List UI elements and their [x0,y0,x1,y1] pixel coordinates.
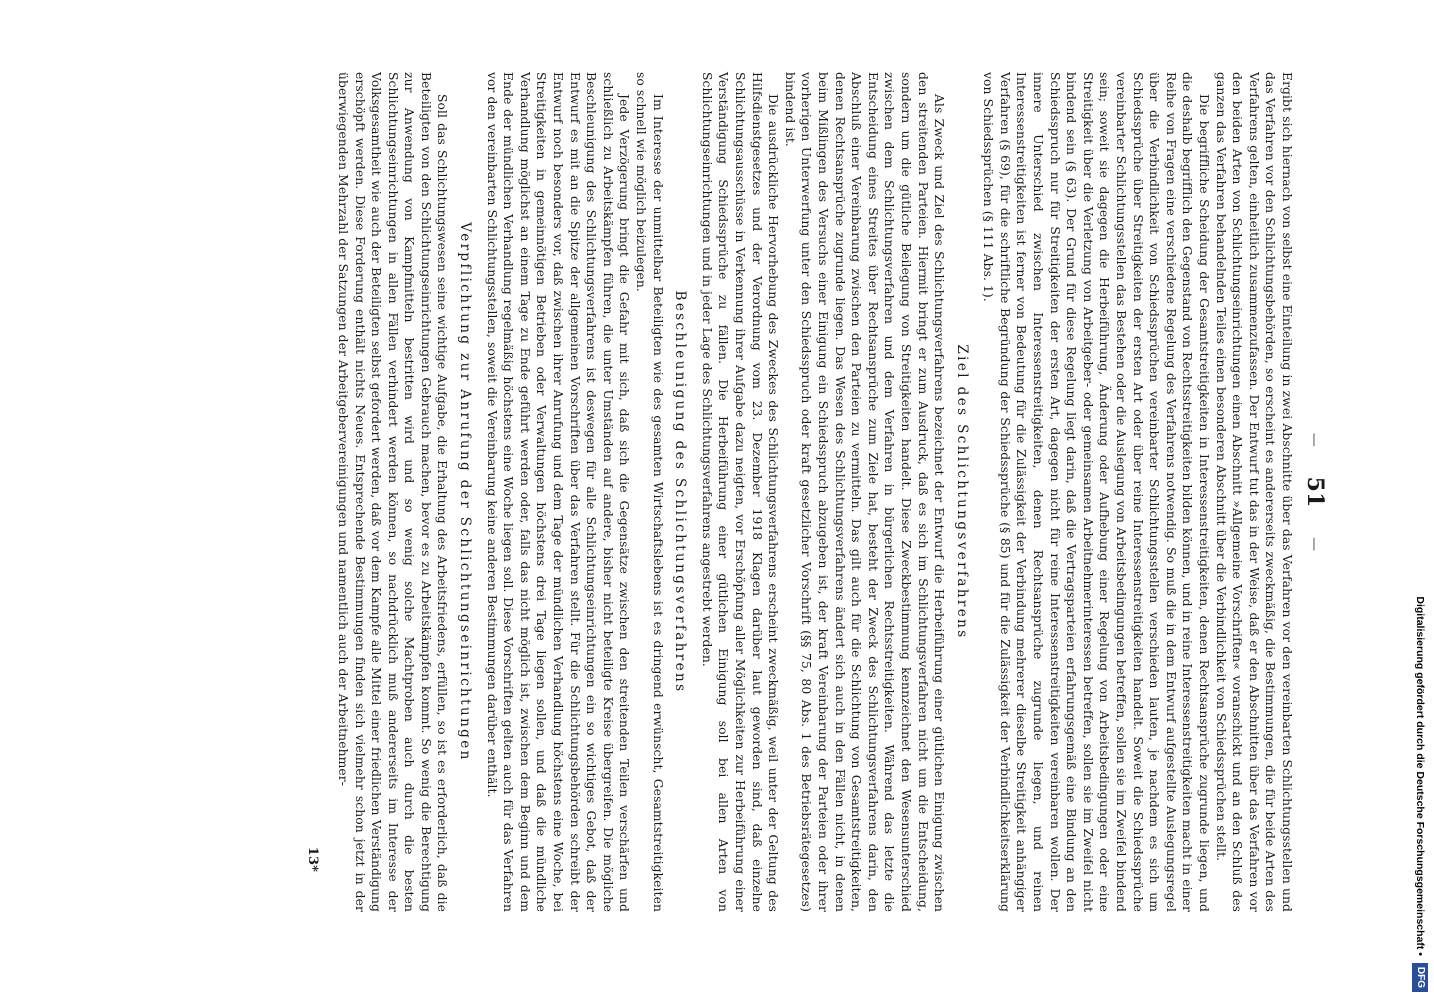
paragraph: Die begriffliche Scheidung der Gesamtstreitigkeiten in Interessenstreitigkeiten, denen Rechtsansprüche zugrunde liegen, und die deshalb begrifflich den Gegenstand von Rechtsstreitigkeiten bilden können, und in reine Interessenstreitigkeiten macht in einer Reihe von Fragen eine verschiedene Regelung des Verfahrens notwendig. So muß die in dem Entwurf aufgestellte Auslegungsregel über die Verbindlichkeit von Schiedssprüchen vereinbarter Schlichtungsstellen verschieden lauten, je nachdem es sich um Schiedssprüche über Streitigkeiten der ersten Art oder über reine Interessenstreitigkeiten handelt. Soweit die Schiedssprüche vereinbarter Schlichtungsstellen das Bestehen oder die Auslegung von Arbeitsbedingungen betreffen, sollen sie im Zweifel bindend sein; soweit sie dagegen die Herbeiführung, Änderung oder Aufhebung einer Regelung von Arbeitsbedingungen oder eine Streitigkeit über die Verletzung von Arbeitgeber- oder gemeinsamen Arbeitnehmerinteressen betreffen, sollen sie im Zweifel nicht bindend sein (§ 63). Der Grund für diese Regelung liegt darin, daß die Vertragsparteien erfahrungsgemäß eine Bindung an den Schiedsspruch nur für Streitigkeiten der ersten Art, dagegen nicht für reine Interessenstreitigkeiten vereinbaren wollen. Der innere Unterschied zwischen Interessenstreitigkeiten, denen Rechtsansprüche zugrunde liegen, und reinen Interessenstreitigkeiten ist ferner von Bedeutung für die Zulässigkeit der Verbindung mehrerer dieselbe Streitigkeit anhängiger Verfahren (§ 69), für die schriftliche Begründung der Schiedssprüche (§ 85) und für die Zulässigkeit der Verbindlichkeitserklärung von Schiedssprüchen (§ 111 Abs. 1). [981,72,1212,912]
paragraph: Die ausdrückliche Hervorhebung des Zweckes des Schlichtungsverfahrens erscheint zweckmäßig, weil unter der Geltung des Hilfsdienstgesetzes und der Verordnung vom 23. Dezember 1918 Klagen darüber laut geworden sind, daß einzelne Schlichtungsausschüsse in Verkennung ihrer Aufgabe dazu neigten, vor Erschöpfung aller Möglichkeiten zur Herbeiführung einer Verständigung Schiedssprüche zu fällen. Die Herbeiführung einer gütlichen Einigung soll bei allen Arten von Schlichtungseinrichtungen und in jeder Lage des Schlichtungsverfahrens angestrebt werden. [699,72,781,912]
paragraph: Als Zweck und Ziel des Schlichtungsverfahrens bezeichnet der Entwurf die Herbeiführung einer gütlichen Einigung zwischen den streitenden Parteien. Hiermit bringt er zum Ausdruck, daß es sich im Schlichtungsverfahren nicht um die Entscheidung, sondern um die gütliche Beilegung von Streitigkeiten handelt. Diese Zweckbestimmung kennzeichnet den Wesensunterschied zwischen dem Schlichtungsverfahren und dem Verfahren in bürgerlichen Rechtsstreitigkeiten. Während das letzte die Entscheidung eines Streites über Rechtsansprüche zum Ziele hat, besteht der Zweck des Schlichtungsverfahrens darin, den Abschluß einer Vereinbarung zwischen den Parteien zu vermitteln. Das gilt auch für die Schlichtung von Gesamtstreitigkeiten, denen Rechtsansprüche zugrunde liegen. Das Wesen des Schlichtungsverfahrens ändert sich auch in den Fällen nicht, in denen beim Mißlingen des Versuchs einer Einigung ein Schiedsspruch abzugeben ist, der kraft Vereinbarung der Parteien oder ihrer vorherigen Unterwerfung unter den Schiedsspruch oder kraft gesetzlicher Vorschrift (§§ 75, 80 Abs. 1 des Betriebsrätegesetzes) bindend ist. [782,72,947,912]
section-heading: Beschleunigung des Schlichtungsverfahrens [672,290,689,694]
dfg-logo: DFG [1412,963,1428,992]
section-heading: Ziel des Schlichtungsverfahrens [953,344,970,640]
signature-mark: 13* [305,846,321,872]
paragraph: Im Interesse der unmittelbar Beteiligten wie des gesamten Wirtschaftslebens ist es dringend erwünscht, Gesamtstreitigkeiten so schnell wie möglich beizulegen. [634,72,665,912]
paragraph: Ergibt sich hiernach von selbst eine Einteilung in zwei Abschnitte über das Verfahren vor den vereinbarten Schlichtungsstellen und das Verfahren vor den Schlichtungsbehörden, so erscheint es andererseits zweckmäßig, die Bestimmungen, die für beide Arten des Verfahrens gelten, einheitlich zusammenzufassen. Der Entwurf tut das in der Weise, daß er den Abschnitten über das Verfahren vor den beiden Arten von Schlichtungseinrichtungen einen Abschnitt »Allgemeine Vorschriften« voranschickt und an den Schluß des ganzen das Verfahren behandelnden Teiles einen besonderen Abschnitt über die Verbindlichkeit von Schiedssprüchen stellt. [1213,72,1294,912]
body-text [334,72,1295,912]
paragraph: Soll das Schlichtungswesen seine wichtige Aufgabe, die Erhaltung des Arbeitsfriedens, erfüllen, so ist es erforderlich, daß die Beteiligten von den Schlichtungseinrichtungen Gebrauch machen, bevor es zu Arbeitskämpfen kommt. So wenig die Berechtigung zur Anwendung von Kampfmitteln bestritten wird und so wenig solche Machtproben auch durch die besten Schlichtungseinrichtungen in allen Fällen verhindert werden können, so nachdrücklich muß andererseits im Interesse der Volksgesamtheit wie auch der Beteiligten selbst gefordert werden, daß vor dem Kampfe alle Mittel einer friedlichen Verständigung erschöpft werden. Diese Forderung enthält nichts Neues. Entsprechende Bestimmungen finden sich vielmehr schon jetzt in der überwiegenden Mehrzahl der Satzungen der Arbeitgebervereinigungen und namentlich auch der Arbeitnehmer- [335,72,450,912]
sidebar-text-row [1408,8,1432,992]
section-heading: Verpflichtung zur Anrufung der Schlichtungseinrichtungen [457,222,474,762]
page-number: 51 [1302,476,1328,508]
header-dash-left: — [1306,432,1322,447]
paragraph: Jede Verzögerung bringt die Gefahr mit sich, daß sich die Gegensätze zwischen den streitenden Teilen verschärfen und schließlich zu Arbeitskämpfen führen, die unter Umständen auf andere, bisher nicht beteiligte Kreise übergreifen. Die mögliche Beschleunigung des Schlichtungsverfahrens ist deswegen für alle Schlichtungseinrichtungen ein so wichtiges Gebot, daß der Entwurf es mit an die Spitze der allgemeinen Vorschriften über das Verfahren stellt. Für die Schlichtungsbehörden schreibt der Entwurf noch besonders vor, daß zwischen ihrer Anrufung und dem Tage der mündlichen Verhandlung höchstens eine Woche, bei Streitigkeiten in gemeinnötigen Betrieben oder Verwaltungen höchstens drei Tage liegen sollen, und daß die mündliche Verhandlung möglichst an einem Tage zu Ende geführt werden oder, falls das nicht möglich ist, zwischen dem Beginn und dem Ende der mündlichen Verhandlung regelmäßig höchstens eine Woche liegen soll. Diese Vorschriften gelten auch für das Verfahren vor den vereinbarten Schlichtungsstellen, soweit die Vereinbarung keine anderen Bestimmungen darüber enthält. [484,72,632,912]
rotated-page-content [100,72,1335,912]
digitization-sidebar [1408,8,1432,992]
sidebar-credit-text: Digitalisierung gefördert durch die Deutsche Forschungsgemeinschaft • [1414,596,1426,956]
header-dash-right: — [1306,537,1322,552]
page-header [1295,72,1335,912]
